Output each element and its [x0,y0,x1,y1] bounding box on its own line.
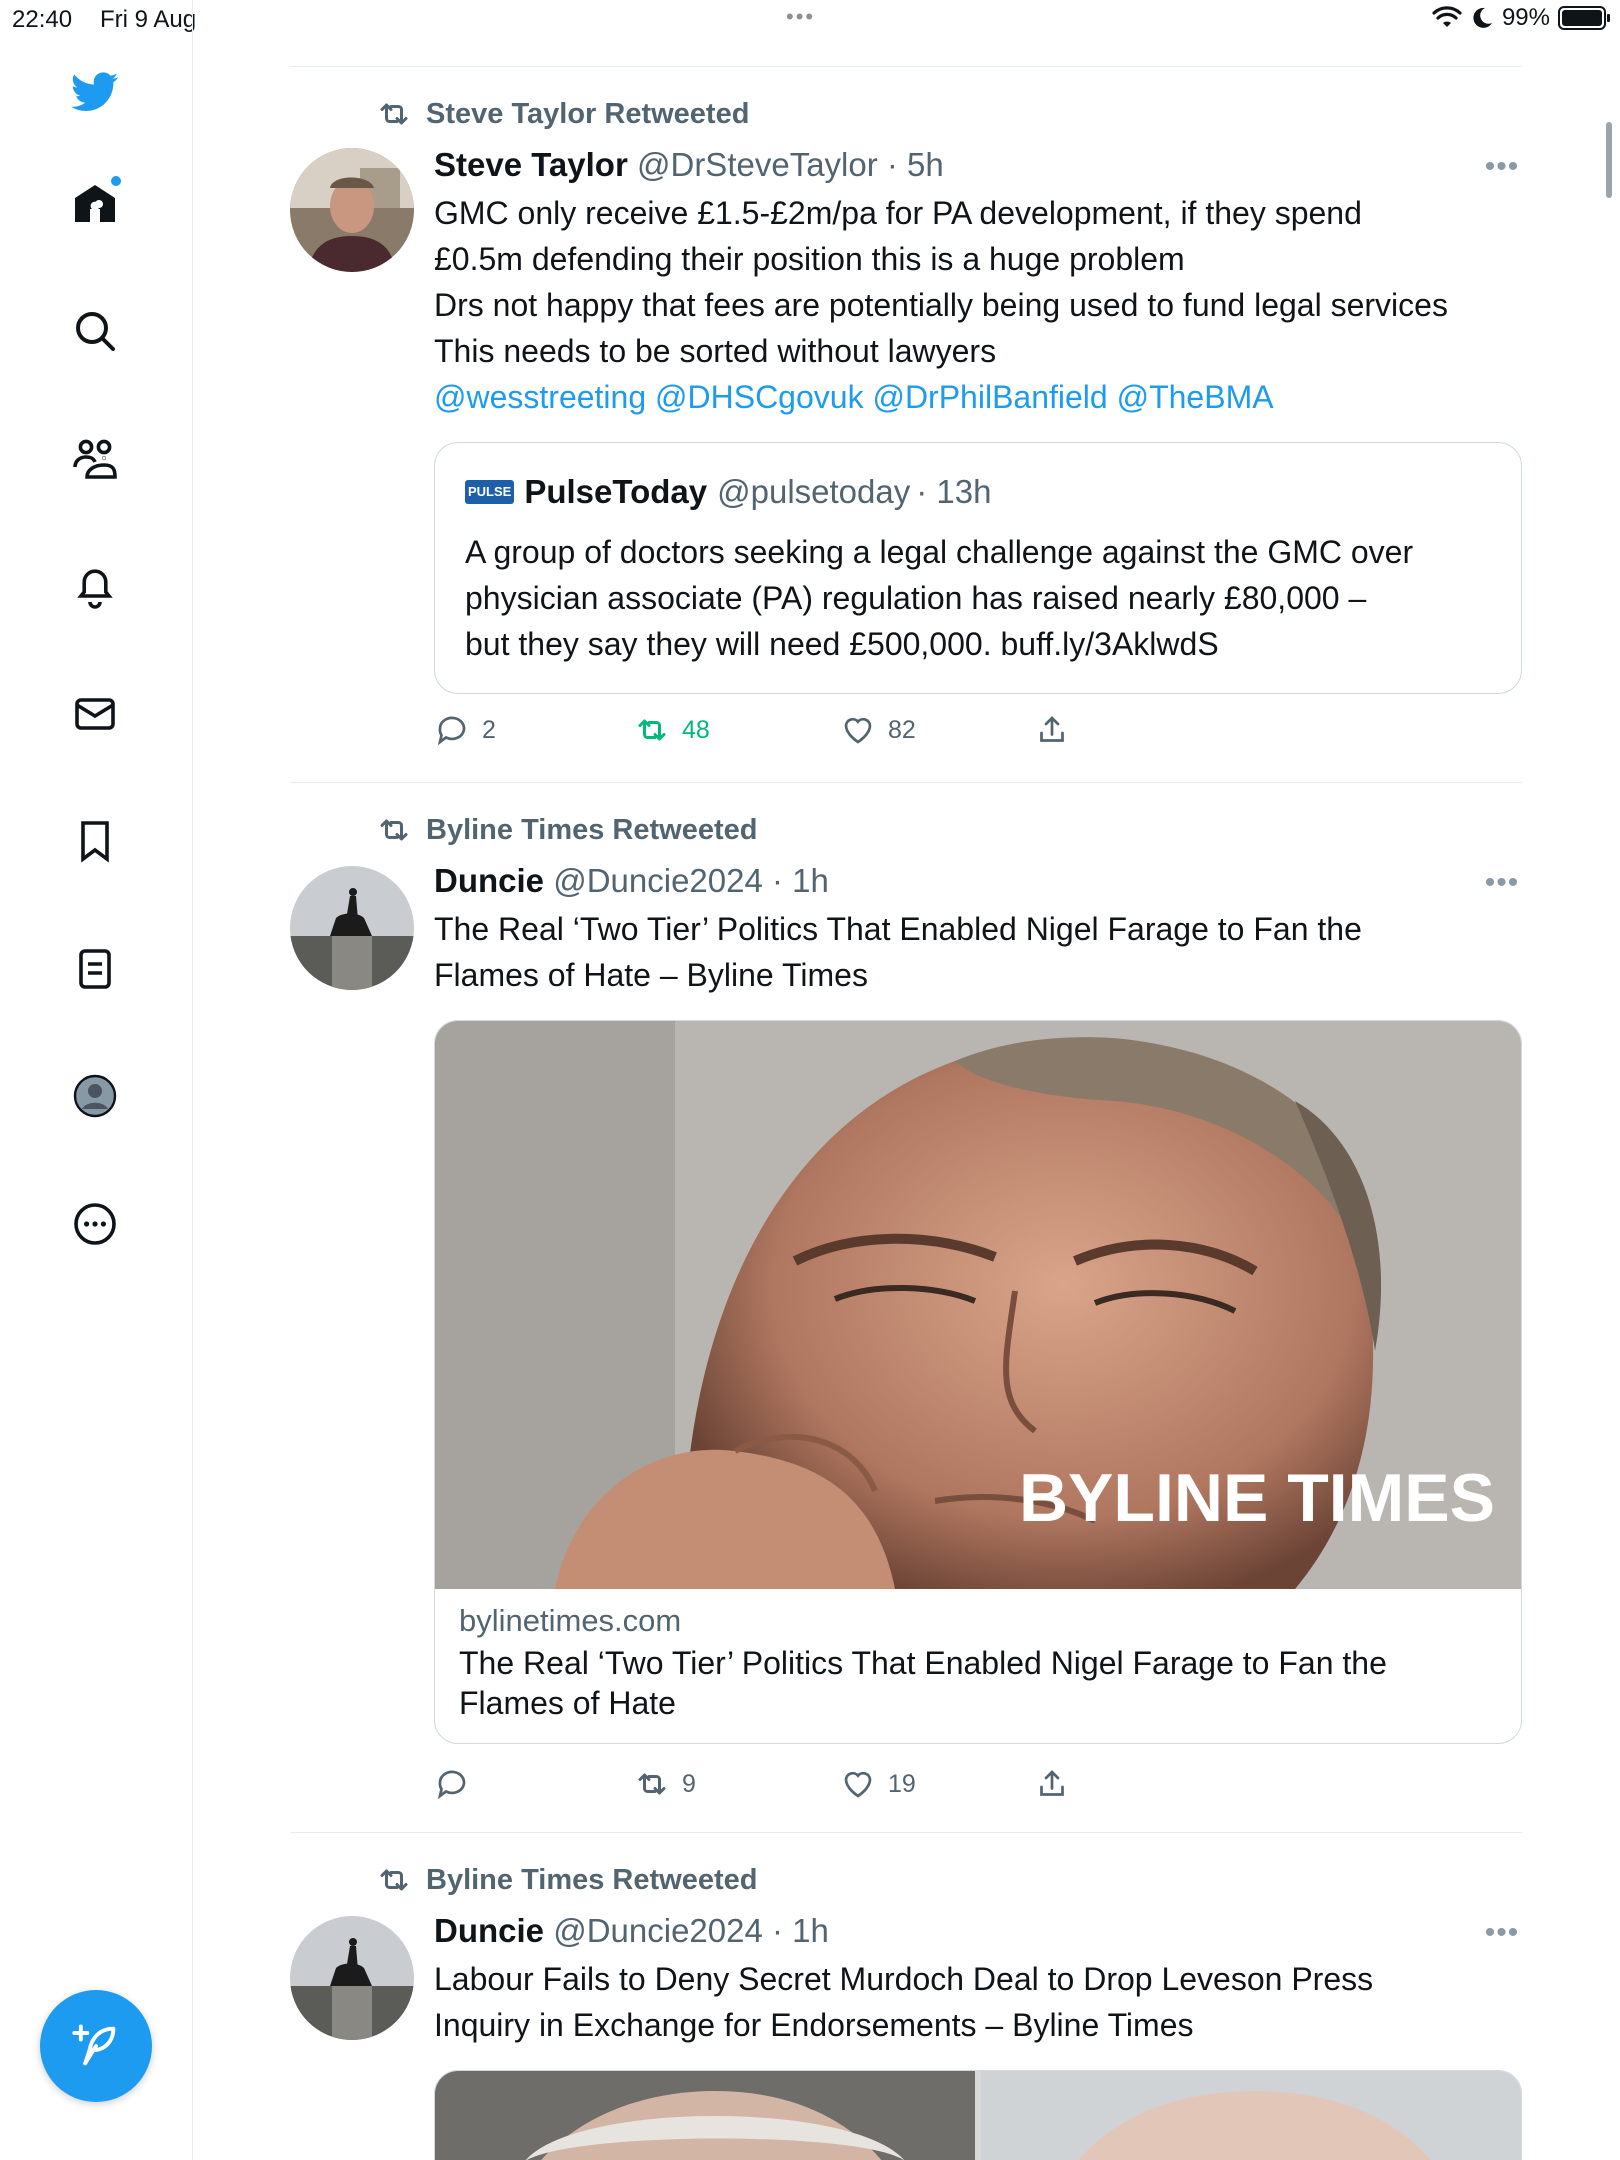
retweeted-by: Byline Times Retweeted [426,1863,758,1896]
status-bar [0,0,1620,40]
pulse-logo: PULSE [465,480,514,504]
retweet-context [374,812,757,848]
mention-link[interactable]: @wesstreeting [434,379,647,415]
quote-time: · 13h [916,473,992,510]
retweet-context [374,1862,757,1898]
retweet-button[interactable] [634,1766,696,1802]
communities-icon[interactable] [67,431,123,487]
tweet-time[interactable]: · 1h [772,862,829,899]
scrollbar-thumb[interactable] [1606,122,1612,198]
heart-icon [840,712,876,748]
compose-feather-icon[interactable] [40,1990,152,2102]
retweet-icon [374,96,414,132]
tweet-text-line: This needs to be sorted without lawyers [434,333,997,369]
heart-icon [840,1766,876,1802]
sidebar [0,0,193,2160]
tweet-text [434,190,1522,420]
like-count: 82 [888,715,916,744]
retweet-count: 48 [682,715,710,744]
quote-text-line: but they say they will need £500,000. buff.ly/3AklwdS [465,626,1219,662]
status-time: 22:40 [12,6,73,33]
quote-text-line: physician associate (PA) regulation has raised nearly £80,000 – [465,580,1367,616]
author-name[interactable]: Steve Taylor [434,146,628,183]
quote-text [465,529,1495,667]
author-name[interactable]: Duncie [434,1912,545,1949]
quote-text-line: A group of doctors seeking a legal challenge against the GMC over [465,534,1414,570]
retweet-button[interactable] [634,712,710,748]
wifi-icon [1432,6,1462,30]
share-icon [1034,712,1070,748]
battery-fill [1562,10,1602,26]
tweet-actions [434,712,1522,752]
author-name[interactable]: Duncie [434,862,545,899]
quote-author [465,473,991,511]
messages-envelope-icon[interactable] [67,686,123,742]
lists-icon[interactable] [67,941,123,997]
more-options-icon[interactable]: ••• [1484,150,1520,183]
retweeted-by: Steve Taylor Retweeted [426,97,750,130]
reply-button[interactable] [434,712,496,748]
tweet-actions [434,1766,1522,1806]
tweet-text-line: Inquiry in Exchange for Endorsements – Byline Times [434,2007,1194,2043]
link-domain: bylinetimes.com [459,1603,682,1638]
battery-icon [1558,6,1606,30]
author-handle[interactable]: @Duncie2024 [553,862,763,899]
tweet[interactable] [290,1832,1522,2160]
tweet-text-line: Labour Fails to Deny Secret Murdoch Deal to Drop Leveson Press [434,1961,1374,1997]
retweet-context [374,96,749,132]
retweet-icon [374,1862,414,1898]
bookmark-icon[interactable] [67,813,123,869]
link-title-line: The Real ‘Two Tier’ Politics That Enabled Nigel Farage to Fan the [459,1645,1387,1681]
author-handle[interactable]: @DrSteveTaylor [636,146,878,183]
more-options-icon[interactable]: ••• [1484,866,1520,899]
link-card[interactable] [434,1020,1522,1744]
tweet-time[interactable]: · 1h [772,1912,829,1949]
more-options-icon[interactable]: ••• [1484,1916,1520,1949]
home-icon[interactable] [67,176,123,232]
battery-percent: 99% [1501,4,1550,31]
avatar[interactable] [290,148,414,272]
status-indicators [1432,4,1606,32]
reply-icon [434,1766,470,1802]
quote-tweet[interactable] [434,442,1522,694]
tweet[interactable] [290,782,1522,1832]
link-card-image[interactable] [435,1021,1522,1589]
avatar[interactable] [290,866,414,990]
avatar[interactable] [290,1916,414,2040]
twitter-bird-icon[interactable] [67,64,123,120]
mentions-line [434,374,1522,420]
quote-author-name: PulseToday [524,473,708,510]
retweet-icon [374,812,414,848]
tweet-time[interactable]: · 5h [886,146,944,183]
link-card-image[interactable] [434,2070,1522,2160]
link-title-line: Flames of Hate [459,1685,676,1721]
share-button[interactable] [1034,712,1070,748]
link-title [459,1643,1499,1723]
profile-avatar-icon[interactable] [67,1068,123,1124]
mention-link[interactable]: @TheBMA [1116,379,1274,415]
retweet-icon [634,712,670,748]
search-icon[interactable] [67,303,123,359]
moon-icon [1470,6,1494,30]
like-count: 19 [888,1769,916,1798]
like-button[interactable] [840,712,916,748]
mention-link[interactable]: @DHSCgovuk [655,379,864,415]
tweet-text-line: Flames of Hate – Byline Times [434,957,868,993]
retweet-icon [634,1766,670,1802]
retweeted-by: Byline Times Retweeted [426,813,758,846]
retweet-count: 9 [682,1769,696,1798]
image-watermark: BYLINE TIMES [1018,1460,1495,1536]
mention-link[interactable]: @DrPhilBanfield [872,379,1108,415]
tweet-text-line: £0.5m defending their position this is a huge problem [434,241,1185,277]
tweet-author[interactable] [434,146,944,184]
notifications-bell-icon[interactable] [67,558,123,614]
tweet-text [434,906,1522,998]
reply-button[interactable] [434,1766,482,1802]
quote-author-handle: @pulsetoday [717,473,911,510]
tweet-text-line: The Real ‘Two Tier’ Politics That Enabled Nigel Farage to Fan the [434,911,1362,947]
like-button[interactable] [840,1766,916,1802]
tweet[interactable] [290,66,1522,782]
multitasking-dots-icon[interactable]: ••• [786,4,816,29]
unread-dot [111,176,121,186]
tweet-text [434,1956,1522,2048]
status-date: Fri 9 Aug [100,6,197,33]
author-handle[interactable]: @Duncie2024 [553,1912,763,1949]
share-icon [1034,1766,1070,1802]
reply-count: 2 [482,715,496,744]
reply-icon [434,712,470,748]
tweet-author[interactable] [434,1912,829,1950]
more-circle-icon[interactable] [67,1196,123,1252]
share-button[interactable] [1034,1766,1070,1802]
tweet-author[interactable] [434,862,829,900]
tweet-text-line: Drs not happy that fees are potentially being used to fund legal services [434,287,1448,323]
tweet-text-line: GMC only receive £1.5-£2m/pa for PA development, if they spend [434,195,1362,231]
